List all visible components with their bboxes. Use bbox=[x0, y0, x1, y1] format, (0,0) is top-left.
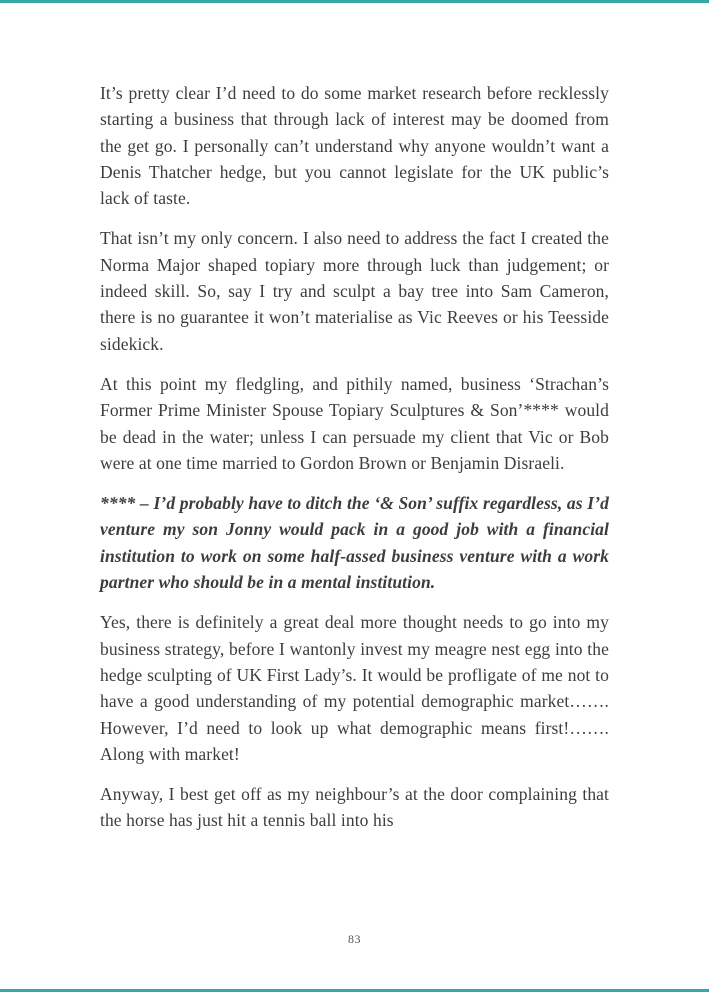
page-top-border bbox=[0, 0, 709, 3]
page-number: 83 bbox=[348, 932, 361, 946]
paragraph-2: That isn’t my only concern. I also need to address the fact I created the Norma Major shaped topiary more through luck than judgement; or indeed skill. So, say I try and sculpt a bay tree into Sam Cameron, there is no guarantee it won’t materialise as Vic Reeves or his Teesside sidekick. bbox=[100, 228, 609, 354]
body-text-block bbox=[100, 80, 609, 848]
paragraph-6: Anyway, I best get off as my neighbour’s at the door complaining that the horse has just hit a tennis ball into his bbox=[100, 784, 609, 831]
paragraph-5: Yes, there is definitely a great deal more thought needs to go into my business strategy, before I wantonly invest my meagre nest egg into the hedge sculpting of UK First Lady’s. It would be profligate of me not to have a good understanding of my potential demographic market……. However, I’d need to look up what demographic means first!……. Along with market! bbox=[100, 612, 609, 764]
paragraph-3: At this point my fledgling, and pithily named, business ‘Strachan’s Former Prime Minister Spouse Topiary Sculptures & Son’**** would be dead in the water; unless I can persuade my client that Vic or Bob were at one time married to Gordon Brown or Benjamin Disraeli. bbox=[100, 373, 609, 473]
footnote-paragraph: **** – I’d probably have to ditch the ‘& Son’ suffix regardless, as I’d venture my son Jonny would pack in a good job with a financial institution to work on some half-assed business venture with a work partner who should be in a mental institution. bbox=[100, 493, 609, 593]
paragraph-1: It’s pretty clear I’d need to do some market research before recklessly starting a business that through lack of interest may be doomed from the get go. I personally can’t understand why anyone wouldn’t want a Denis Thatcher hedge, but you cannot legislate for the UK public’s lack of taste. bbox=[100, 83, 609, 209]
